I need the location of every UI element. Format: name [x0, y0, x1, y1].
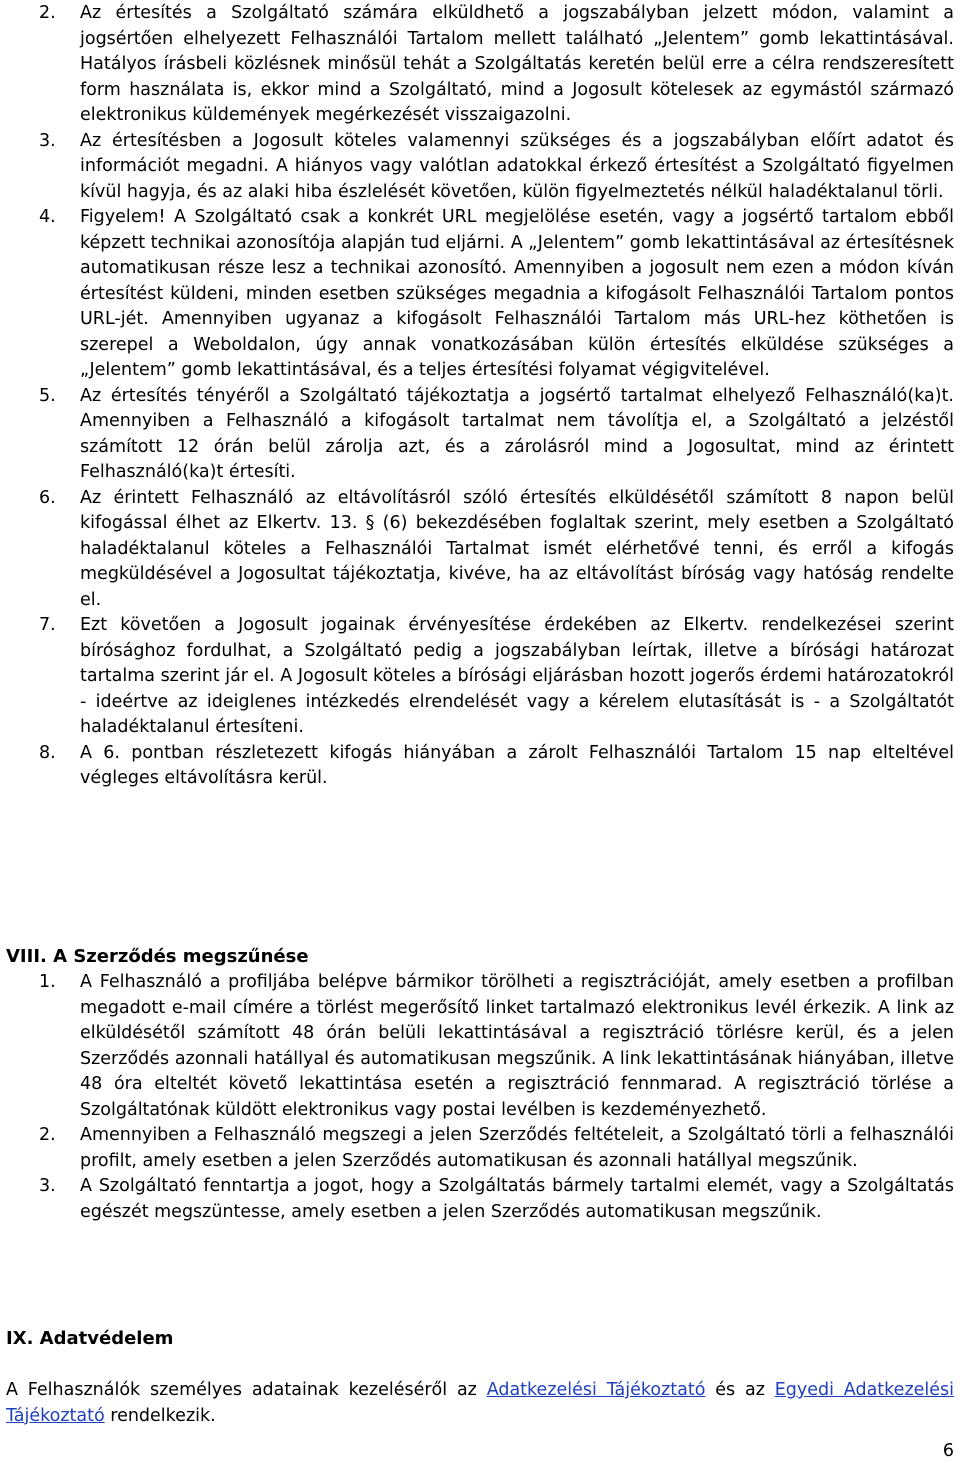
item-text: Figyelem! A Szolgáltató csak a konkrét URL megjelölése esetén, vagy a jogsértő tartalom ebből képzett technikai azonosítója alapján tud eljárni. A „Jelentem” gomb lekattintásával az értesítésnek automatikusan része lesz a technikai azonosító. Amennyiben a jogosult nem ezen a módon kíván értesítést küldeni, minden esetben szükséges megadnia a kifogásolt Felhasználói Tartalom pontos URL-jét. Amennyiben ugyanaz a kifogásolt Felhasználói Tartalom más URL-hez köthetően is szerepel a Weboldalon, úgy annak vonatkozásában külön értesítés elküldése szükséges a „Jelentem” gomb lekattintásával, és a teljes értesítési folyamat végigvitelével. [80, 207, 954, 380]
list-item [6, 384, 954, 486]
item-number: 3. [39, 130, 56, 151]
section-viii-list [6, 970, 954, 1225]
paragraph-text: rendelkezik. [104, 1405, 216, 1426]
section-vii-list [6, 1, 954, 792]
list-item [6, 970, 954, 1123]
section-viii [6, 970, 954, 1225]
list-item [6, 205, 954, 384]
list-item [6, 1123, 954, 1174]
item-text: Az érintett Felhasználó az eltávolításról szóló értesítés elküldésétől számított 8 napon belül kifogással élhet az Elkertv. 13. § (6) bekezdésében foglaltak szerint, mely esetben a Szolgáltató haladéktalanul köteles a Felhasználói Tartalmat ismét elérhetővé tenni, és erről a kifogás megküldésével a Jogosultat tájékoztatja, kivéve, ha az eltávolítást bíróság vagy hatóság rendelte el. [80, 487, 954, 610]
item-text: Ezt követően a Jogosult jogainak érvényesítése érdekében az Elkertv. rendelkezései szerint bírósághoz fordulhat, a Szolgáltató pedig a jogszabályban leírtak, illetve a bírósági határozat tartalma szerint jár el. A Jogosult köteles a bírósági eljárásban hozott jogerős érdemi határozatokról - ideértve az ideiglenes intézkedés elrendelését vagy a kérelem elutasítását is - a Szolgáltatót haladéktalanul értesíteni. [80, 615, 954, 737]
item-number: 8. [39, 742, 56, 763]
item-number: 6. [39, 487, 56, 508]
item-number: 7. [39, 615, 56, 635]
privacy-policy-link[interactable]: Adatkezelési Tájékoztató [486, 1380, 706, 1400]
item-number: 3. [39, 1176, 56, 1196]
list-item [6, 741, 954, 792]
item-text: Az értesítés tényéről a Szolgáltató tájékoztatja a jogsértő tartalmat elhelyező Felhasználó(ka)t. Amennyiben a Felhasználó a kifogásolt tartalmat nem távolítja el, a Szolgáltató a jelzéstől számított 12 órán belül zárolja azt, és a zárolásról mind a Jogosultat, mind az érintett Felhasználó(ka)t értesíti. [80, 385, 954, 482]
item-text: Amennyiben a Felhasználó megszegi a jelen Szerződés feltételeit, a Szolgáltató törli a felhasználói profilt, amely esetben a jelen Szerződés automatikusan és azonnali hatállyal megszűnik. [80, 1125, 954, 1171]
item-text: Az értesítés a Szolgáltató számára elküldhető a jogszabályban jelzett módon, valamint a jogsértően elhelyezett Felhasználói Tartalom mellett található „Jelentem” gomb lekattintásával. Hatályos írásbeli közlésnek minősül tehát a Szolgáltatás keretén belül erre a célra rendszeresített form használata is, ekkor mind a Szolgáltató, mind a Jogosult kötelesek az egymástól származó elektronikus küldemények megérkezését visszaigazolni. [80, 3, 954, 125]
page-number: 6 [942, 1441, 954, 1461]
list-item [6, 1174, 954, 1225]
list-item [6, 613, 954, 741]
item-text: A 6. pontban részletezett kifogás hiányában a zárolt Felhasználói Tartalom 15 nap elteltével végleges eltávolításra kerül. [80, 742, 954, 788]
section-viii-heading: VIII. A Szerződés megszűnése [6, 946, 309, 967]
item-text: A Szolgáltató fenntartja a jogot, hogy a Szolgáltatás bármely tartalmi elemét, vagy a Szolgáltatás egészét megszüntesse, amely esetben a jelen Szerződés automatikusan megszűnik. [80, 1176, 954, 1222]
list-item [6, 129, 954, 206]
paragraph-text: A Felhasználók személyes adatainak kezeléséről az [6, 1380, 487, 1400]
item-number: 1. [39, 972, 56, 992]
item-number: 5. [39, 385, 56, 406]
item-text: Az értesítésben a Jogosult köteles valamennyi szükséges és a jogszabályban előírt adatot és információt megadni. A hiányos vagy valótlan adatokkal érkező értesítést a Szolgáltató figyelmen kívül hagyja, és az alaki hiba észlelését követően, külön figyelmeztetés nélkül haladéktalanul törli. [80, 130, 954, 202]
paragraph-text: és az [705, 1380, 775, 1400]
individual-privacy-policy-link[interactable]: Egyedi Adatkezelési Tájékoztató [6, 1380, 955, 1426]
item-number: 2. [39, 1125, 56, 1145]
item-number: 4. [39, 207, 56, 227]
section-ix-paragraph [6, 1378, 954, 1429]
section-ix-heading: IX. Adatvédelem [6, 1328, 174, 1349]
item-number: 2. [39, 3, 56, 23]
item-text: A Felhasználó a profiljába belépve bármikor törölheti a regisztrációját, amely esetben a profilban megadott e-mail címére a törlést megerősítő linket tartalmazó elektronikus levél érkezik. A link az elküldésétől számított 48 órán belüli lekattintásával a regisztráció törlésre kerül, és a jelen Szerződés azonnali hatállyal és automatikusan megszűnik. A link lekattintásának hiányában, illetve 48 óra elteltét követő lekattintása esetén a regisztráció fennmarad. A regisztráció törlése a Szolgáltatónak küldött elektronikus vagy postai levélben is kezdeményezhető. [80, 972, 954, 1120]
list-item [6, 486, 954, 614]
section-vii-continued [6, 1, 954, 792]
list-item [6, 1, 954, 129]
